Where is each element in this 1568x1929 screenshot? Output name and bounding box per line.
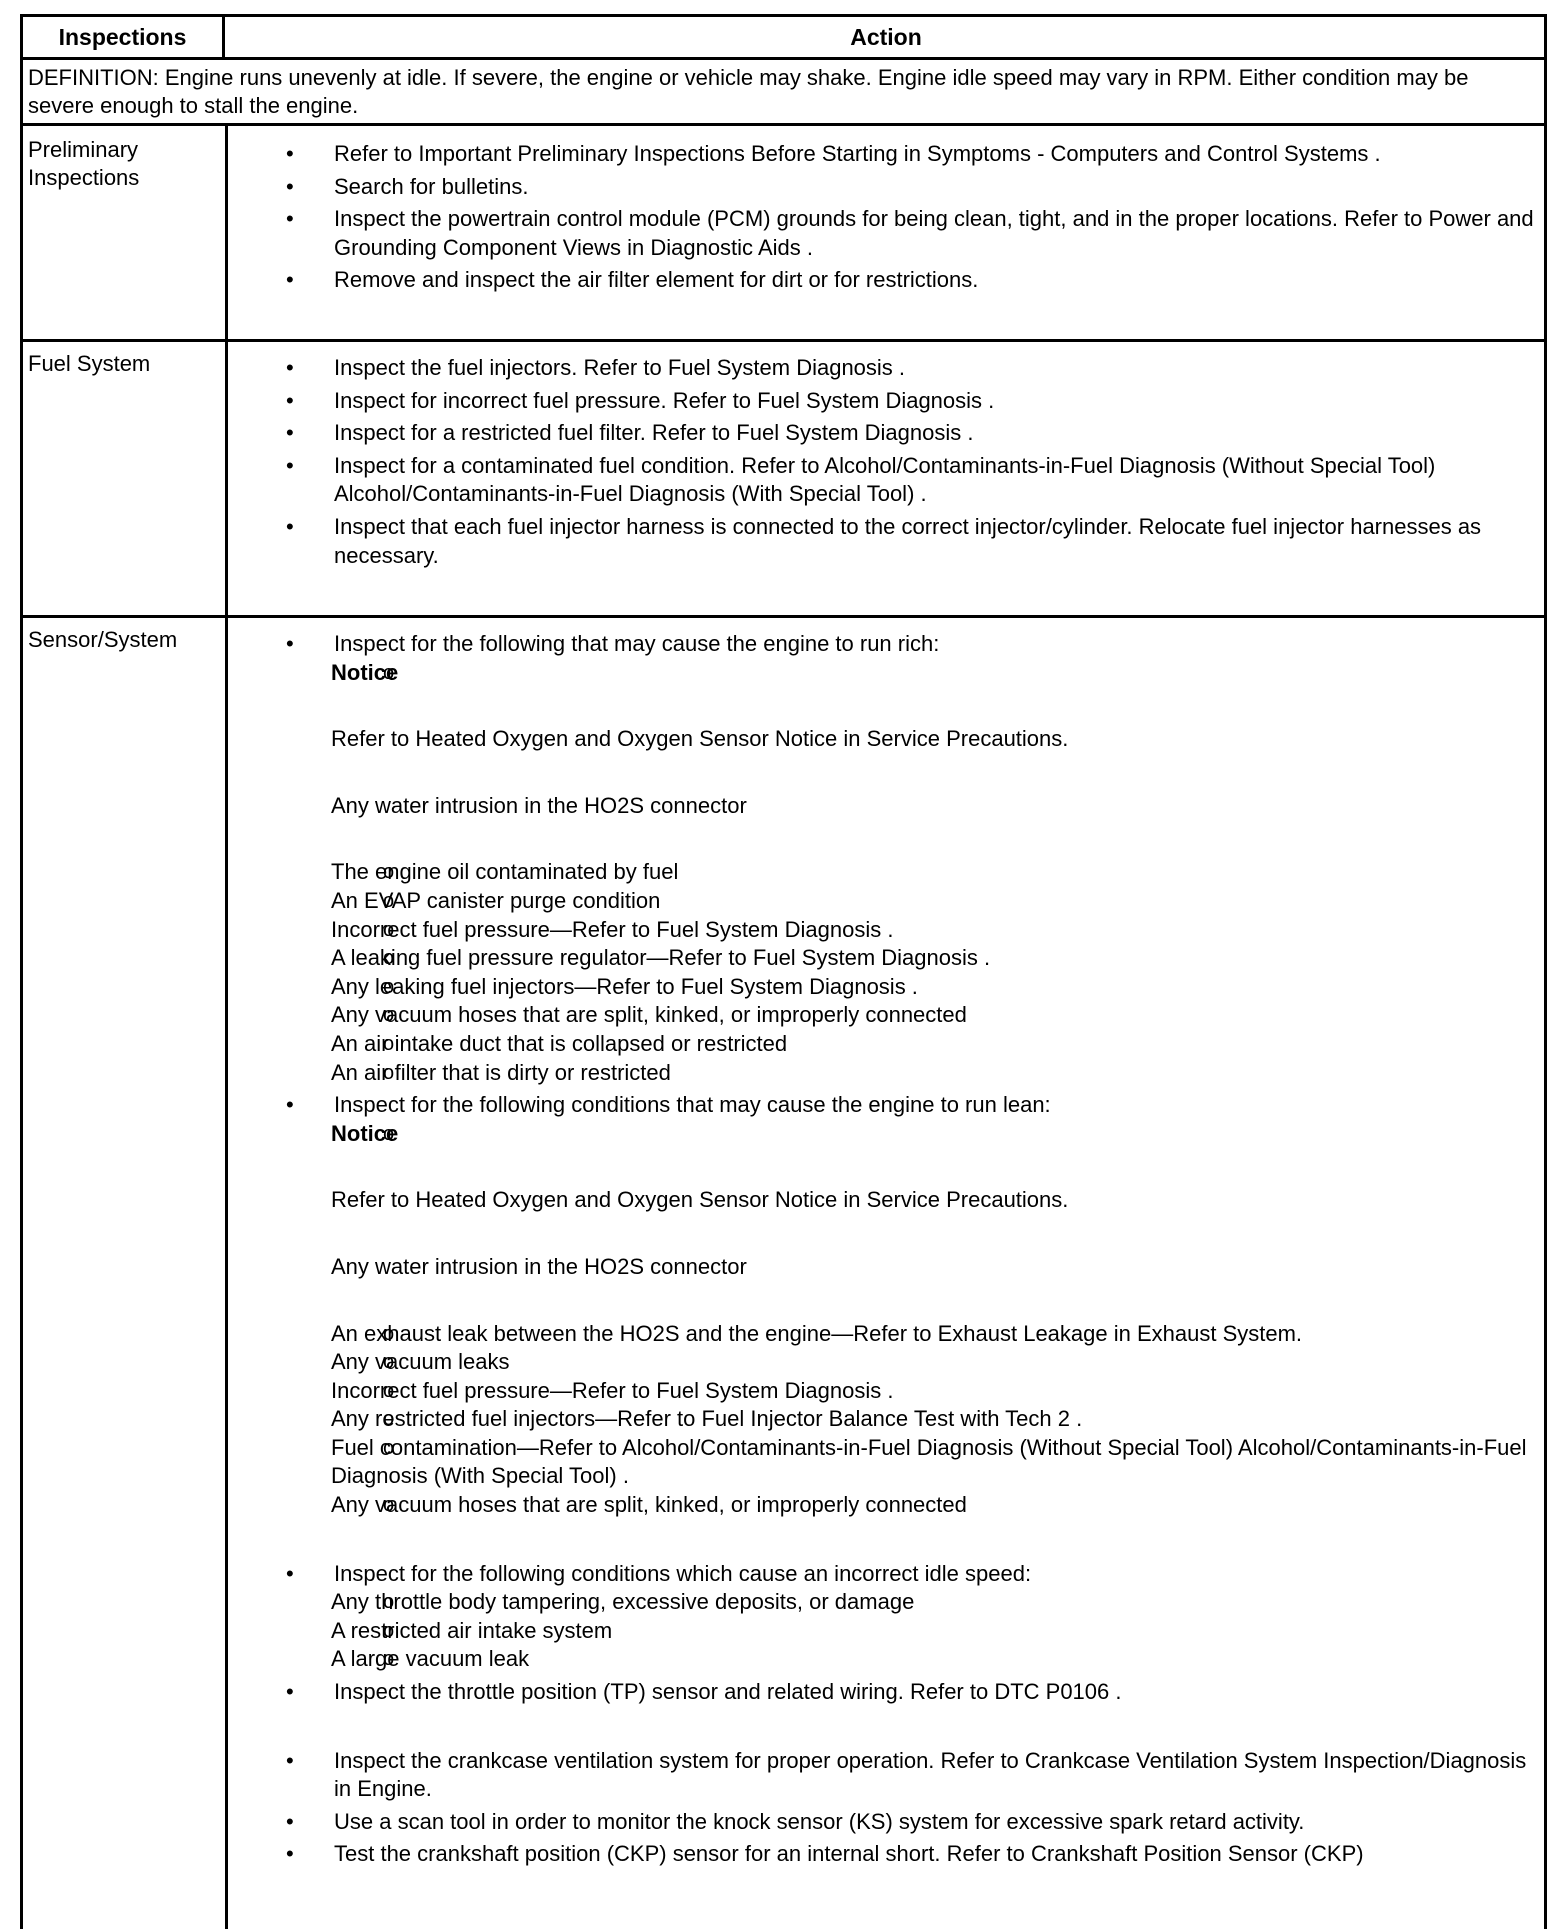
- sub-list-item: o Fuel contamination—Refer to Alcohol/Contaminants-in-Fuel Diagnosis (Without Special Tool) Alcohol/Contaminants-in-Fuel Diagnosis (With Special Tool) .: [231, 1434, 1536, 1491]
- sub-list-item: o An exhaust leak between the HO2S and the engine—Refer to Exhaust Leakage in Exhaust System.: [231, 1320, 1536, 1349]
- sub-list-item: o Any leaking fuel injectors—Refer to Fuel System Diagnosis .: [231, 973, 1536, 1002]
- run-lean-intro: Inspect for the following conditions that may cause the engine to run lean:: [334, 1092, 1051, 1118]
- list-item-idle-speed: [231, 1560, 1536, 1674]
- definition-divider: [23, 123, 1544, 126]
- sub-list-item: o An EVAP canister purge condition: [231, 887, 1536, 916]
- row-label-sensor-system: Sensor/System: [28, 627, 178, 652]
- sub-list-item: o Any vacuum leaks: [231, 1348, 1536, 1377]
- definition-text: DEFINITION: Engine runs unevenly at idle. If severe, the engine or vehicle may shake. Engine idle speed may vary in RPM. Either condition may be severe enough to stall the engine.: [28, 65, 1469, 118]
- list-item-knock-sensor: • Use a scan tool in order to monitor the knock sensor (KS) system for excessive spark retard activity.: [231, 1808, 1536, 1837]
- header-inspections: Inspections: [23, 17, 225, 57]
- sub-list-item: o Any restricted fuel injectors—Refer to Fuel Injector Balance Test with Tech 2 .: [231, 1405, 1536, 1434]
- notice-item: [231, 1120, 1536, 1282]
- row-label-preliminary: Preliminary Inspections: [28, 137, 140, 190]
- run-rich-intro: Inspect for the following that may cause the engine to run rich:: [334, 631, 940, 656]
- header-action: Action: [850, 24, 922, 50]
- sub-list-item: o Any vacuum hoses that are split, kinked, or improperly connected: [231, 1491, 1536, 1520]
- sensor-system-actions: [231, 630, 1536, 1869]
- list-item: • Inspect for a restricted fuel filter. Refer to Fuel System Diagnosis .: [231, 419, 1536, 448]
- list-item-tp-sensor: • Inspect the throttle position (TP) sensor and related wiring. Refer to DTC P0106 .: [231, 1678, 1536, 1707]
- list-item: • Inspect for a contaminated fuel condition. Refer to Alcohol/Contaminants-in-Fuel Diagnosis (Without Special Tool) Alcohol/Contaminants-in-Fuel Diagnosis (With Special Tool) .: [231, 452, 1536, 509]
- list-item: • Search for bulletins.: [231, 173, 1536, 202]
- sub-list-item: o An air filter that is dirty or restricted: [231, 1059, 1536, 1088]
- sub-list-item: o Any vacuum hoses that are split, kinked, or improperly connected: [231, 1001, 1536, 1030]
- list-item: • Remove and inspect the air filter element for dirt or for restrictions.: [231, 266, 1536, 295]
- sub-list-item: o The engine oil contaminated by fuel: [231, 858, 1536, 887]
- notice-reference: Refer to Heated Oxygen and Oxygen Sensor Notice in Service Precautions.: [331, 726, 1069, 752]
- list-item-run-rich: [231, 630, 1536, 1087]
- sub-list-item: o Incorrect fuel pressure—Refer to Fuel System Diagnosis .: [231, 1377, 1536, 1406]
- notice-item: [231, 659, 1536, 821]
- sub-list-item: o Any throttle body tampering, excessive deposits, or damage: [231, 1588, 1536, 1617]
- list-item: • Refer to Important Preliminary Inspections Before Starting in Symptoms - Computers and Control Systems .: [231, 140, 1536, 169]
- sub-list-item: o A large vacuum leak: [231, 1645, 1536, 1674]
- column-divider: [225, 126, 228, 1929]
- idle-speed-intro: Inspect for the following conditions which cause an incorrect idle speed:: [334, 1560, 1032, 1586]
- list-item-run-lean: [231, 1091, 1536, 1520]
- notice-water-intrusion: Any water intrusion in the HO2S connector: [331, 1253, 747, 1279]
- notice-title: o Notice: [331, 659, 399, 685]
- sub-list-item: o A restricted air intake system: [231, 1617, 1536, 1646]
- inspection-table: [20, 14, 1547, 1929]
- row-label-fuel-system: Fuel System: [28, 351, 151, 376]
- list-item: • Inspect the powertrain control module (PCM) grounds for being clean, tight, and in the proper locations. Refer to Power and Grounding Component Views in Diagnostic Aids .: [231, 205, 1536, 262]
- list-item-ckp-sensor: • Test the crankshaft position (CKP) sensor for an internal short. Refer to Crankshaft Position Sensor (CKP): [231, 1840, 1536, 1869]
- preliminary-divider: [23, 339, 1544, 342]
- header-divider: [23, 57, 1544, 60]
- notice-title: o Notice: [331, 1120, 399, 1146]
- list-item: • Inspect that each fuel injector harness is connected to the correct injector/cylinder. Relocate fuel injector harnesses as necessary.: [231, 513, 1536, 570]
- sub-list-item: o A leaking fuel pressure regulator—Refer to Fuel System Diagnosis .: [231, 944, 1536, 973]
- list-item-crankcase: • Inspect the crankcase ventilation system for proper operation. Refer to Crankcase Ventilation System Inspection/Diagnosis in Engine.: [231, 1747, 1536, 1804]
- fuel-system-actions: [231, 354, 1536, 570]
- notice-water-intrusion: Any water intrusion in the HO2S connector: [331, 792, 747, 818]
- sub-list-item: o Incorrect fuel pressure—Refer to Fuel System Diagnosis .: [231, 916, 1536, 945]
- sub-list-item: o An air intake duct that is collapsed or restricted: [231, 1030, 1536, 1059]
- preliminary-actions: [231, 140, 1536, 295]
- list-item: • Inspect for incorrect fuel pressure. Refer to Fuel System Diagnosis .: [231, 387, 1536, 416]
- fuel-system-divider: [23, 615, 1544, 618]
- list-item: • Inspect the fuel injectors. Refer to Fuel System Diagnosis .: [231, 354, 1536, 383]
- notice-reference: Refer to Heated Oxygen and Oxygen Sensor Notice in Service Precautions.: [331, 1187, 1069, 1213]
